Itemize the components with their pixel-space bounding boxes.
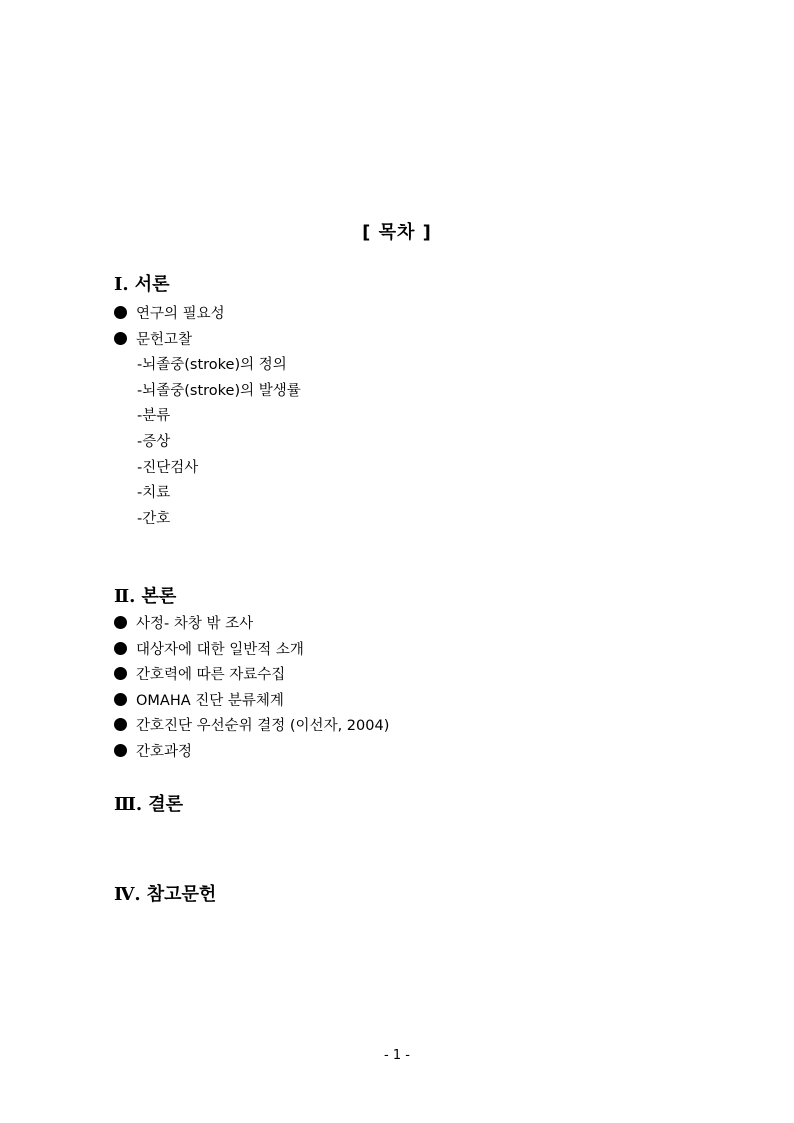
list-item bbox=[114, 302, 674, 328]
sub-list-item: -뇌졸중(stroke)의 발생률 bbox=[137, 382, 301, 399]
section-heading bbox=[114, 272, 674, 298]
list-item-label: OMAHA 진단 분류체계 bbox=[136, 692, 284, 709]
section-conclusion bbox=[114, 792, 674, 818]
section-title: 서론 bbox=[134, 274, 170, 295]
section-heading bbox=[114, 882, 674, 908]
page-number: - 1 - bbox=[384, 1048, 410, 1063]
sub-list-item: -진단검사 bbox=[137, 459, 199, 476]
list-item bbox=[114, 612, 674, 638]
list-item bbox=[114, 663, 674, 689]
section-numeral: Ⅳ. bbox=[114, 884, 141, 905]
sub-list-item: -뇌졸중(stroke)의 정의 bbox=[137, 357, 287, 374]
bullet-icon bbox=[114, 744, 127, 757]
section-heading bbox=[114, 792, 674, 818]
list-item bbox=[114, 328, 674, 354]
list-item-label: 사정- 차창 밖 조사 bbox=[136, 616, 254, 632]
bullet-icon bbox=[114, 306, 127, 319]
list-item-label: 연구의 필요성 bbox=[136, 306, 225, 322]
sub-list-item: -증상 bbox=[137, 433, 171, 450]
bullet-icon bbox=[114, 616, 127, 629]
section-references bbox=[114, 882, 674, 908]
list-item bbox=[114, 689, 674, 715]
list-item-label: 문헌고찰 bbox=[136, 331, 193, 348]
section-numeral: Ⅰ. bbox=[114, 274, 129, 295]
section-title: 본론 bbox=[141, 586, 177, 607]
section-introduction bbox=[114, 272, 674, 532]
list-item-label: 간호진단 우선순위 결정 (이선자, 2004) bbox=[136, 718, 390, 735]
list-item bbox=[114, 714, 674, 740]
list-item-label: 대상자에 대한 일반적 소개 bbox=[136, 641, 304, 658]
section-item-list bbox=[114, 302, 674, 532]
list-item bbox=[114, 638, 674, 664]
section-body bbox=[114, 584, 674, 766]
list-item bbox=[114, 740, 674, 766]
list-item-label: 간호과정 bbox=[136, 743, 193, 760]
section-title: 참고문헌 bbox=[146, 884, 217, 905]
sub-list-item: -분류 bbox=[137, 408, 171, 425]
list-item-label: 간호력에 따른 자료수집 bbox=[136, 667, 286, 684]
sub-list-item: -간호 bbox=[137, 510, 171, 527]
section-title: 결론 bbox=[148, 794, 183, 815]
bullet-icon bbox=[114, 693, 127, 706]
section-numeral: Ⅲ. bbox=[114, 794, 143, 815]
section-item-list bbox=[114, 612, 674, 766]
section-numeral: Ⅱ. bbox=[114, 586, 136, 607]
section-heading bbox=[114, 584, 674, 610]
bullet-icon bbox=[114, 332, 127, 345]
bullet-icon bbox=[114, 642, 127, 655]
bullet-icon bbox=[114, 718, 127, 731]
bullet-icon bbox=[114, 667, 127, 680]
sub-list-item: -치료 bbox=[137, 485, 171, 502]
toc-title: [ 목차 ] bbox=[362, 222, 432, 243]
